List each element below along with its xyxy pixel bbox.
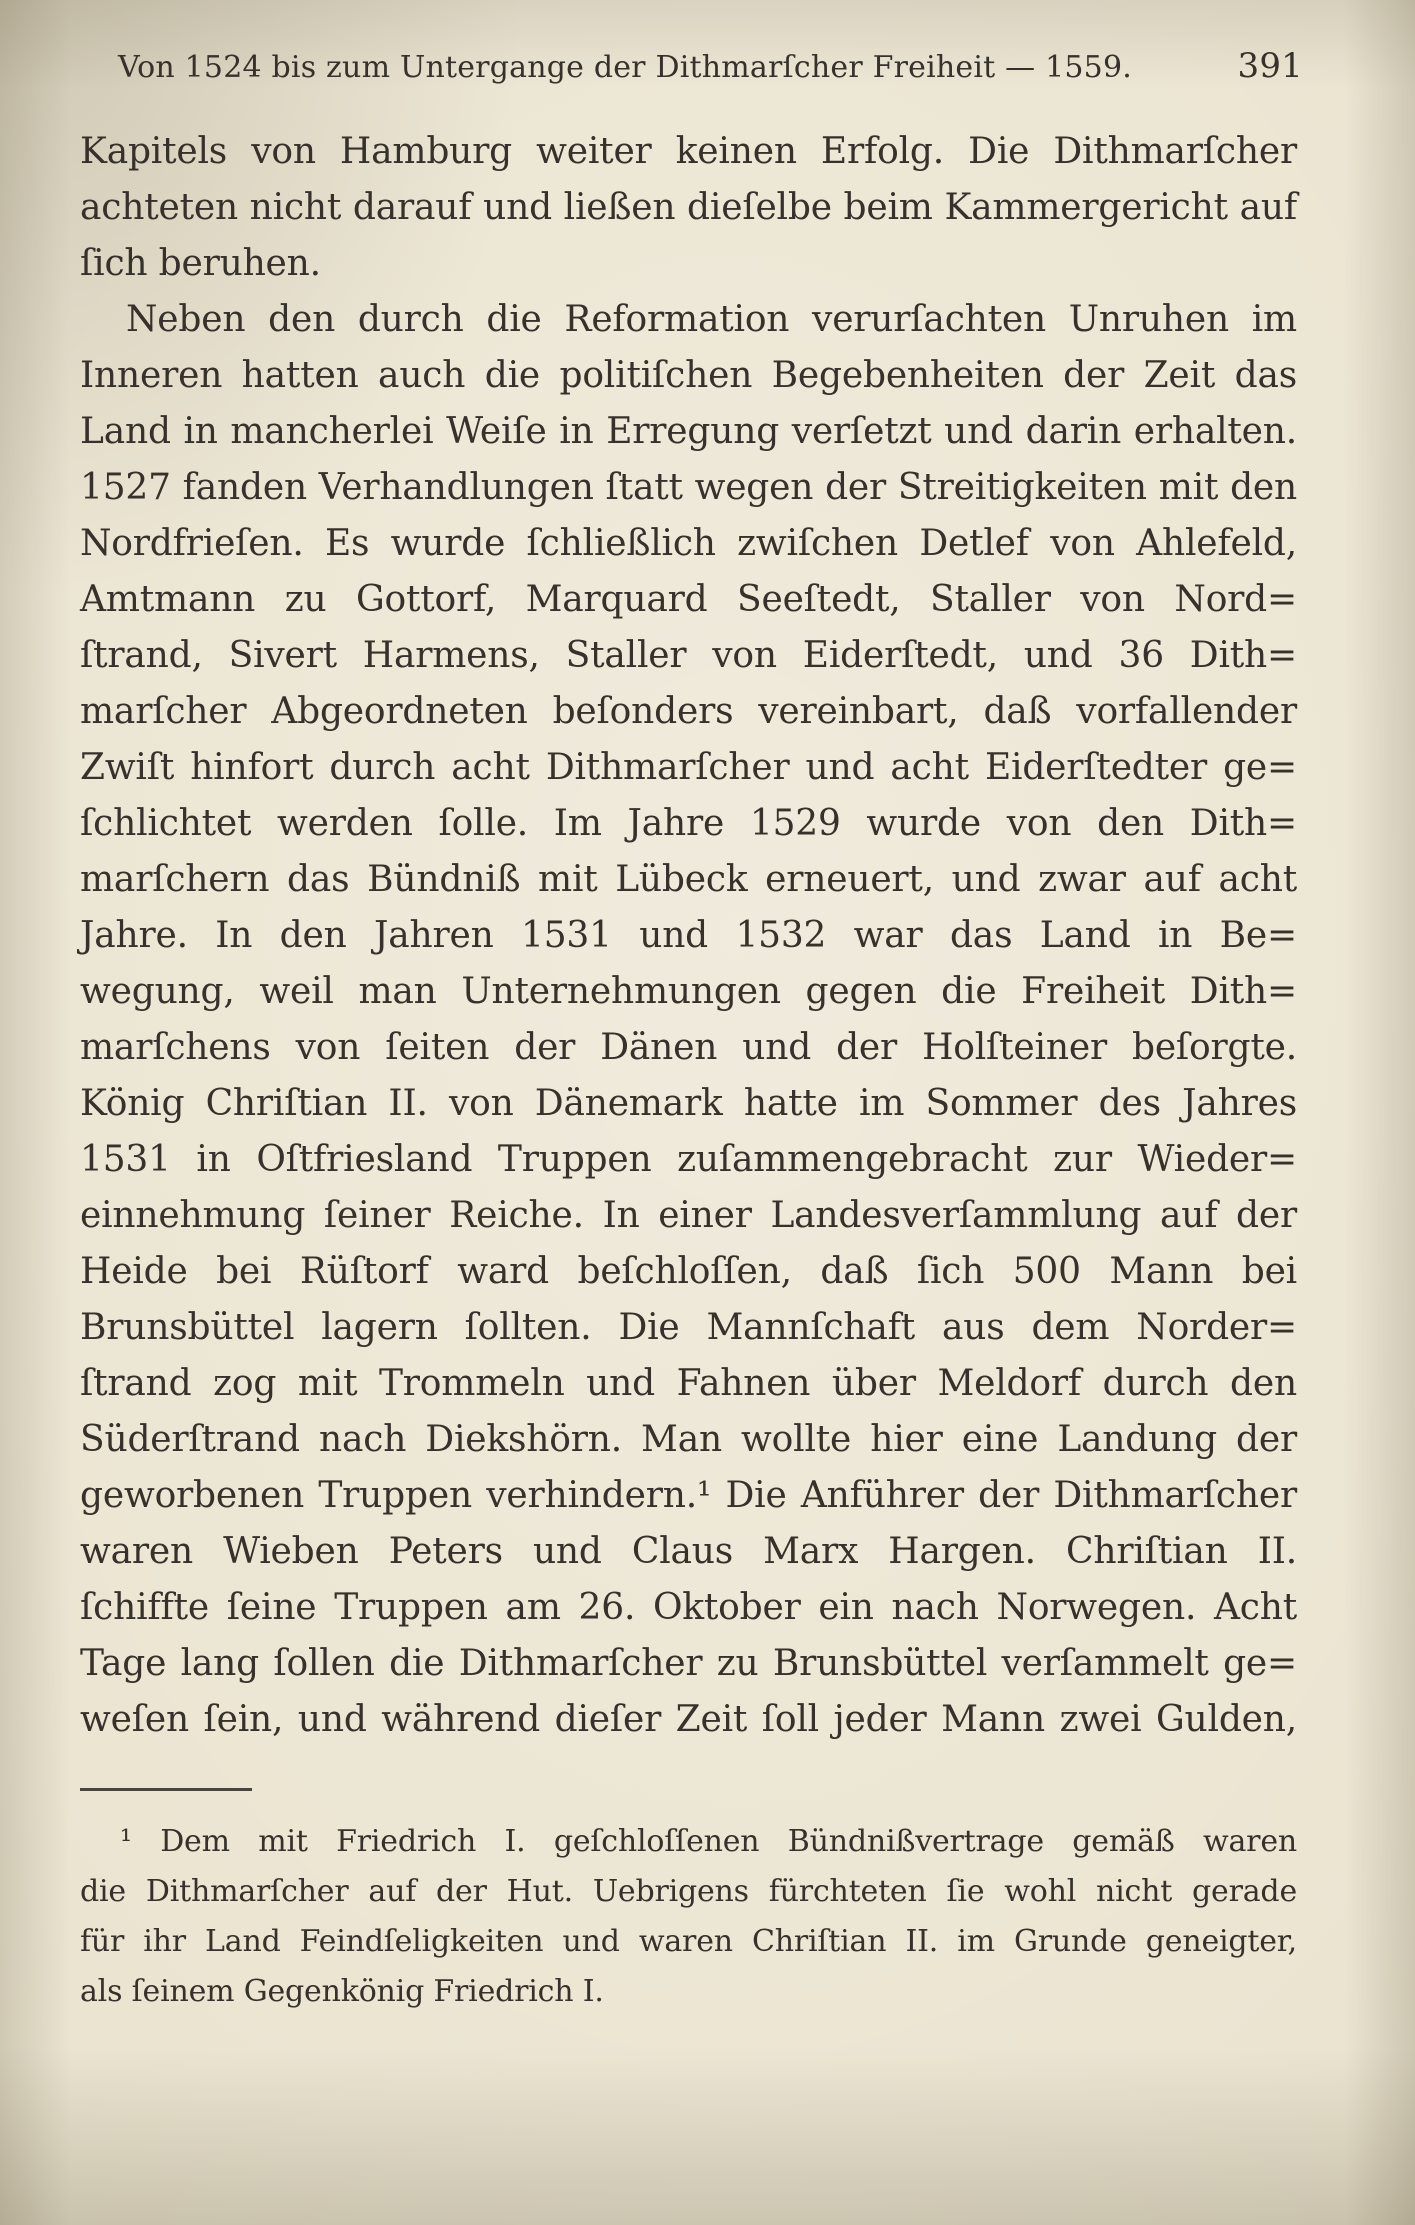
text-line: geworbenen Truppen verhindern.¹ Die Anführer der Dithmarſcher — [80, 1475, 1297, 1516]
body-text — [80, 124, 1297, 1748]
text-line: einnehmung ſeiner Reiche. In einer Landesverſammlung auf der — [80, 1195, 1297, 1236]
text-line: ſtrand, Sivert Harmens, Staller von Eiderſtedt, und 36 Dith= — [80, 635, 1297, 676]
text-line: Kapitels von Hamburg weiter keinen Erfolg. Die Dithmarſcher — [80, 131, 1297, 172]
text-line: ſchlichtet werden ſolle. Im Jahre 1529 wurde von den Dith= — [80, 803, 1297, 844]
text-line: Land in mancherlei Weiſe in Erregung verſetzt und darin erhalten. — [80, 411, 1297, 452]
text-line: Zwiſt hinfort durch acht Dithmarſcher und acht Eiderſtedter ge= — [80, 747, 1297, 788]
text-line: 1531 in Oſtfriesland Truppen zuſammengebracht zur Wieder= — [80, 1139, 1297, 1180]
text-line: als ſeinem Gegenkönig Friedrich I. — [80, 1974, 604, 2009]
text-line: Inneren hatten auch die politiſchen Begebenheiten der Zeit das — [80, 355, 1297, 396]
text-line: Süderſtrand nach Diekshörn. Man wollte hier eine Landung der — [80, 1419, 1297, 1460]
text-line: marſchens von ſeiten der Dänen und der Holſteiner beſorgte. — [80, 1027, 1297, 1068]
page-header — [0, 0, 1415, 88]
text-line: die Dithmarſcher auf der Hut. Uebrigens fürchteten ſie wohl nicht gerade — [80, 1874, 1297, 1909]
text-line: wegung, weil man Unternehmungen gegen die Freiheit Dith= — [80, 971, 1297, 1012]
text-line: Brunsbüttel lagern ſollten. Die Mannſchaft aus dem Norder= — [80, 1307, 1297, 1348]
text-line: 1527 fanden Verhandlungen ſtatt wegen der Streitigkeiten mit den — [80, 467, 1297, 508]
text-line: achteten nicht darauf und ließen dieſelbe beim Kammergericht auf — [80, 187, 1297, 228]
running-head: Von 1524 bis zum Untergange der Dithmarſcher Freiheit — 1559. — [118, 50, 1132, 85]
paragraph — [80, 124, 1297, 292]
text-line: Neben den durch die Reformation verurſachten Unruhen im — [126, 299, 1297, 340]
footnote — [80, 1817, 1297, 2017]
text-line: ſich beruhen. — [80, 243, 321, 284]
text-line: für ihr Land Feindſeligkeiten und waren Chriſtian II. im Grunde geneigter, — [80, 1924, 1297, 1959]
text-line: Amtmann zu Gottorf, Marquard Seeſtedt, Staller von Nord= — [80, 579, 1297, 620]
text-line: König Chriſtian II. von Dänemark hatte im Sommer des Jahres — [80, 1083, 1297, 1124]
text-line: ſtrand zog mit Trommeln und Fahnen über Meldorf durch den — [80, 1363, 1297, 1404]
text-line: Nordfrieſen. Es wurde ſchließlich zwiſchen Detlef von Ahlefeld, — [80, 523, 1297, 564]
page-number: 391 — [1237, 46, 1303, 86]
text-line: Heide bei Rüſtorf ward beſchloſſen, daß ſich 500 Mann bei — [80, 1251, 1297, 1292]
text-line: Jahre. In den Jahren 1531 und 1532 war das Land in Be= — [80, 915, 1297, 956]
text-line: marſcher Abgeordneten beſonders vereinbart, daß vorfallender — [80, 691, 1297, 732]
text-line: marſchern das Bündniß mit Lübeck erneuert, und zwar auf acht — [80, 859, 1297, 900]
footnote-rule — [80, 1788, 252, 1791]
text-line: ſchiffte ſeine Truppen am 26. Oktober ein nach Norwegen. Acht — [80, 1587, 1297, 1628]
text-line: Tage lang ſollen die Dithmarſcher zu Brunsbüttel verſammelt ge= — [80, 1643, 1297, 1684]
text-line: weſen ſein, und während dieſer Zeit ſoll jeder Mann zwei Gulden, — [80, 1699, 1297, 1740]
text-line: ¹ Dem mit Friedrich I. geſchloſſenen Bündnißvertrage gemäß waren — [120, 1824, 1297, 1859]
text-line: waren Wieben Peters und Claus Marx Hargen. Chriſtian II. — [80, 1531, 1297, 1572]
paragraph — [80, 292, 1297, 1748]
